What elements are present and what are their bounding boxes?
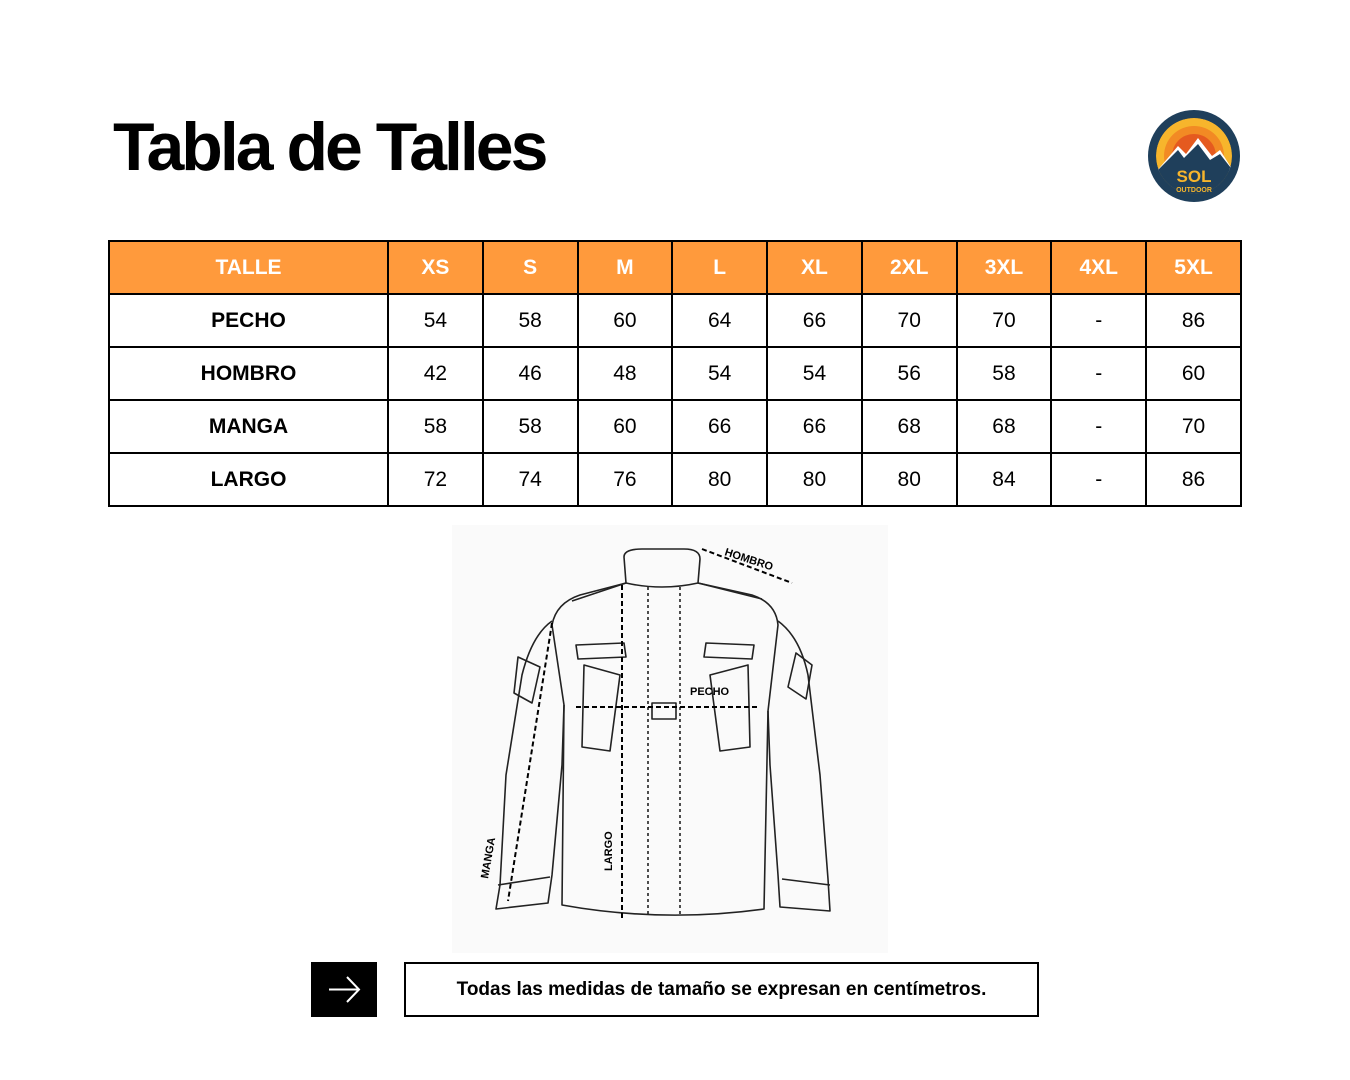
table-cell: 58 — [957, 347, 1052, 400]
brand-sub: OUTDOOR — [1176, 187, 1212, 194]
pecho-label: PECHO — [690, 686, 730, 698]
table-cell: 42 — [388, 347, 483, 400]
table-cell: 68 — [862, 400, 957, 453]
table-row — [109, 347, 1241, 400]
brand-logo — [1148, 110, 1240, 202]
brand-name: SOL — [1176, 167, 1212, 186]
table-cell: 54 — [388, 294, 483, 347]
header-size: 2XL — [862, 241, 957, 294]
table-cell: 84 — [957, 453, 1052, 506]
table-cell: 58 — [388, 400, 483, 453]
table-cell: 58 — [483, 400, 578, 453]
size-table — [108, 240, 1242, 507]
table-cell: 80 — [767, 453, 862, 506]
header-size: 4XL — [1051, 241, 1146, 294]
table-cell: 66 — [767, 400, 862, 453]
table-cell: - — [1051, 294, 1146, 347]
table-cell: 72 — [388, 453, 483, 506]
header-size: S — [483, 241, 578, 294]
table-cell: 54 — [672, 347, 767, 400]
table-cell: 60 — [578, 400, 673, 453]
table-row — [109, 294, 1241, 347]
table-cell: 48 — [578, 347, 673, 400]
table-cell: - — [1051, 453, 1146, 506]
table-cell: 60 — [1146, 347, 1241, 400]
table-cell: 86 — [1146, 453, 1241, 506]
hombro-label: HOMBRO — [723, 546, 775, 574]
size-header-row — [109, 241, 1241, 294]
table-cell: 64 — [672, 294, 767, 347]
table-cell: 60 — [578, 294, 673, 347]
table-cell: 74 — [483, 453, 578, 506]
table-cell: 70 — [862, 294, 957, 347]
table-cell: 66 — [672, 400, 767, 453]
table-row — [109, 400, 1241, 453]
table-cell: 86 — [1146, 294, 1241, 347]
row-label: HOMBRO — [109, 347, 388, 400]
table-row — [109, 453, 1241, 506]
table-cell: - — [1051, 400, 1146, 453]
row-label: MANGA — [109, 400, 388, 453]
page-title: Tabla de Talles — [113, 109, 546, 185]
table-cell: 80 — [672, 453, 767, 506]
largo-label: LARGO — [603, 831, 615, 871]
header-size: 3XL — [957, 241, 1052, 294]
header-talle: TALLE — [109, 241, 388, 294]
units-note — [404, 962, 1039, 1017]
units-note-text: Todas las medidas de tamaño se expresan en centímetros. — [456, 978, 987, 1000]
table-cell: 70 — [957, 294, 1052, 347]
row-label: LARGO — [109, 453, 388, 506]
table-cell: 56 — [862, 347, 957, 400]
table-cell: 68 — [957, 400, 1052, 453]
header-size: 5XL — [1146, 241, 1241, 294]
manga-label: MANGA — [479, 836, 499, 880]
table-cell: 58 — [483, 294, 578, 347]
table-cell: 54 — [767, 347, 862, 400]
table-cell: 76 — [578, 453, 673, 506]
header-size: L — [672, 241, 767, 294]
table-cell: 70 — [1146, 400, 1241, 453]
header-size: XL — [767, 241, 862, 294]
table-cell: 66 — [767, 294, 862, 347]
header-size: M — [578, 241, 673, 294]
jacket-diagram — [452, 525, 888, 953]
header-size: XS — [388, 241, 483, 294]
table-cell: - — [1051, 347, 1146, 400]
arrow-right-icon — [311, 962, 377, 1017]
table-cell: 80 — [862, 453, 957, 506]
table-cell: 46 — [483, 347, 578, 400]
row-label: PECHO — [109, 294, 388, 347]
